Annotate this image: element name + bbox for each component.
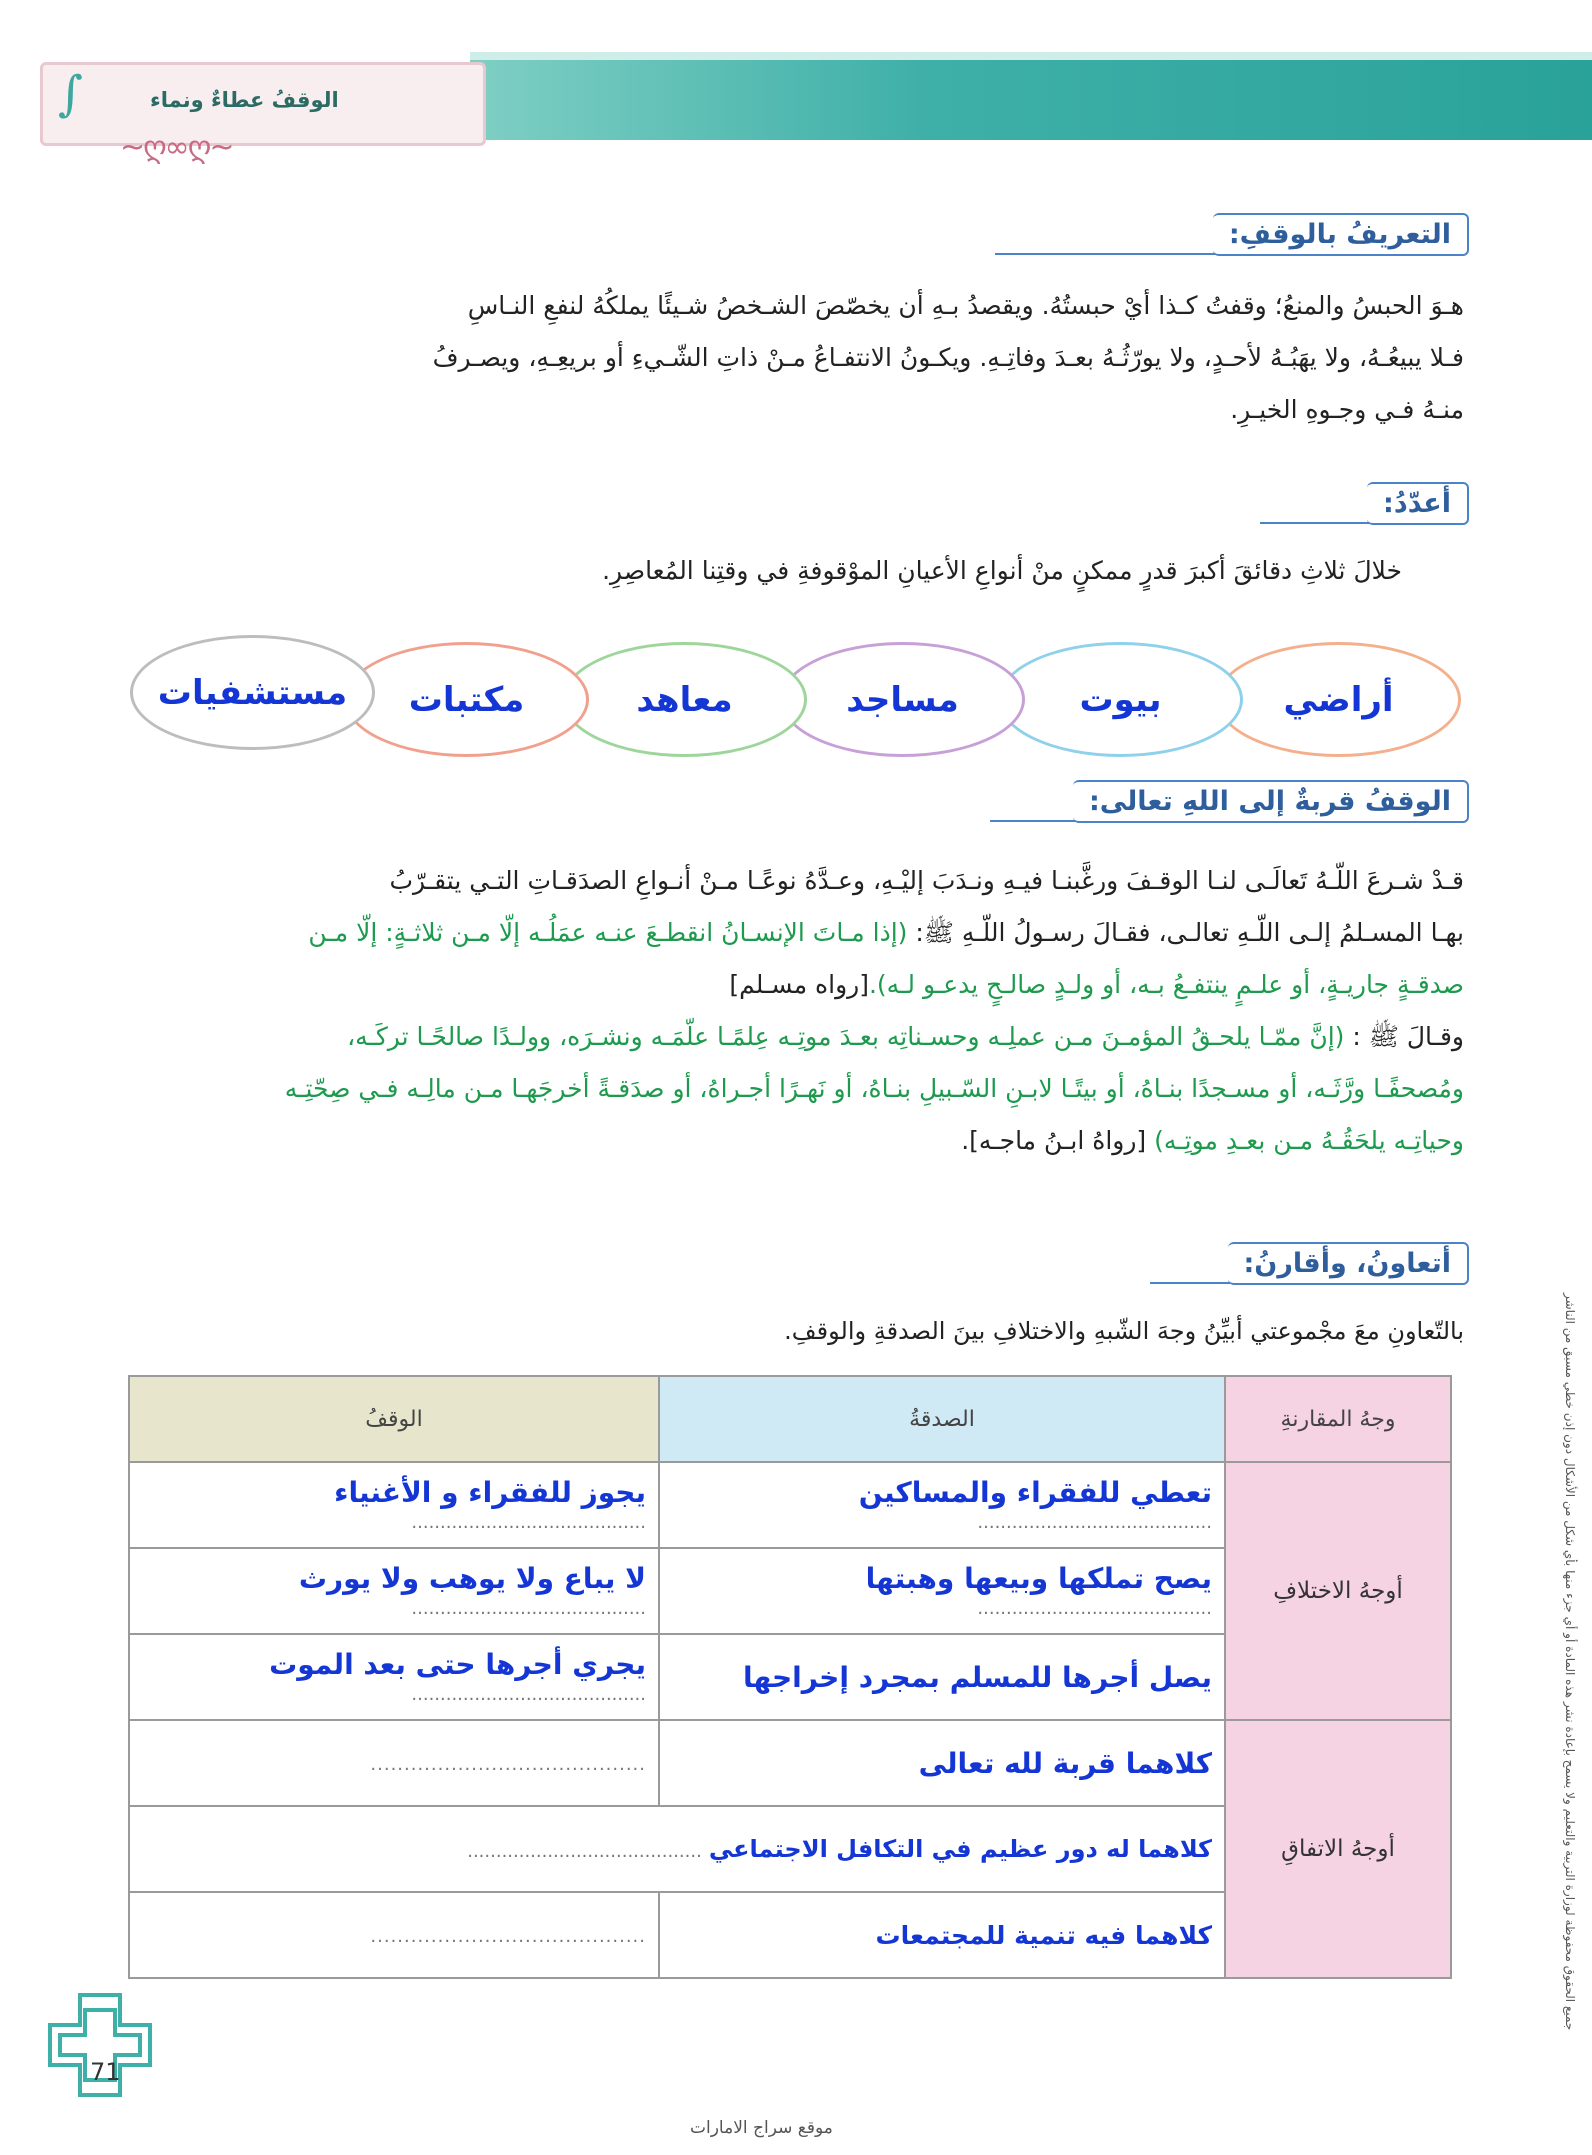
sadaqa-cell: [659, 1548, 1225, 1634]
answer-text: كلاهما له دور عظيم في التكافل الاجتماعي: [708, 1835, 1212, 1863]
qurba-line: [134, 1011, 1464, 1063]
oval-item: معاهد: [562, 642, 807, 757]
header-sadaqa: الصدقةُ: [659, 1376, 1225, 1462]
header-banner: [470, 60, 1592, 140]
waqf-cell: [129, 1548, 659, 1634]
qurba-text: [134, 855, 1464, 1167]
qurba-text-black: وقـالَ ﷺ :: [1344, 1022, 1464, 1051]
table-header-row: [129, 1376, 1451, 1462]
agreements-label: أوجهُ الاتفاقِ: [1225, 1720, 1451, 1978]
answer-text: يصل أجرها للمسلم بمجرد إخراجها: [742, 1660, 1212, 1694]
oval-item: بيوت: [998, 642, 1243, 757]
qurba-line: [134, 907, 1464, 959]
answer-text: يجري أجرها حتى بعد الموت: [269, 1648, 646, 1681]
dotted-line: .........................................: [467, 1841, 702, 1862]
hadith-text: (إنَّ ممّـا يلحـقُ المؤمـنَ مـن عملِـه وحسـناتِه بعـدَ موتِـه عِلمًـا علّمَـه ونشـرَه، وولـدًا صالحًـا تركَـه،: [347, 1022, 1345, 1051]
compare-heading: أتعاونُ، وأقارنُ:: [1228, 1242, 1470, 1285]
definition-line: هـوَ الحبسُ والمنعُ؛ وقفتُ كـذا أيْ حبستُهُ. ويقصدُ بـهِ أن يخصّصَ الشـخصُ شـيئًا يملكُهُ لنفعِ النـاسِ: [467, 291, 1464, 320]
hadith-text: وحياتِـه يلحَقُـهُ مـن بعـدِ موتِـه): [1154, 1126, 1464, 1155]
header-aspect: وجهُ المقارنةِ: [1225, 1376, 1451, 1462]
oval-item: أراضي: [1216, 642, 1461, 757]
header-waqf: الوقفُ: [129, 1376, 659, 1462]
page-number: 71: [90, 2058, 121, 2086]
dotted-line: .........................................: [977, 1598, 1212, 1619]
definition-text: [134, 280, 1464, 436]
dotted-line: .........................................: [977, 1512, 1212, 1533]
count-heading: أعدّدُ:: [1367, 482, 1469, 525]
header-strip: [470, 52, 1592, 60]
definition-heading: التعريفُ بالوقفِ:: [1213, 213, 1469, 256]
dotted-line: .........................................: [370, 1753, 646, 1775]
answer-text: كلاهما فيه تنمية للمجتمعات: [875, 1920, 1212, 1950]
footer-text: موقع سراج الامارات: [690, 2118, 833, 2138]
qurba-line: [134, 959, 1464, 1011]
sadaqa-cell: [659, 1462, 1225, 1548]
answer-text: يجوز للفقراء و الأغنياء: [334, 1476, 646, 1509]
copyright-note: جميع الحقوق محفوظة لوزارة التربية والتعليم ولا يسمح بإعادة نشر هذه المادة أو أي جزء منها بأي شكل من الأشكال دون إذن خطي مسبق من الناشر: [1563, 1292, 1577, 2030]
hadith-text: صدقـةٍ جاريـةٍ، أو علـمٍ ينتفـعُ بـه، أو ولـدٍ صالـحٍ يدعـو لـه).: [868, 970, 1464, 999]
hadith-reference: [رواه مسـلم]: [729, 970, 869, 999]
definition-line: فـلا يبيعُـهُ، ولا يهَبُـهُ لأحـدٍ، ولا يورّثُـهُ بعـدَ وفاتِـهِ. ويكـونُ الانتفـاعُ مـنْ ذاتِ الشّـيءِ أو بريعِـهِ، ويصـرفُ: [432, 343, 1464, 372]
answer-text: تعطي للفقراء والمساكين: [858, 1476, 1212, 1509]
comparison-table: [128, 1375, 1452, 1979]
qurba-text-black: بهـا المسـلمُ إلـى اللّـهِ تعالـى، فقـالَ رسـولُ اللّـهِ ﷺ:: [907, 918, 1464, 947]
dotted-line: .........................................: [411, 1512, 646, 1533]
dotted-line: .........................................: [411, 1598, 646, 1619]
answer-text: كلاهما قربة لله تعالى: [918, 1746, 1212, 1780]
definition-line: منـهُ فـي وجـوهِ الخيـرِ.: [1230, 395, 1464, 424]
dotted-line: .........................................: [411, 1684, 646, 1705]
waqf-cell: [129, 1634, 659, 1720]
count-instruction: خلالَ ثلاثِ دقائقَ أكبرَ قدرٍ ممكنٍ منْ أنواعِ الأعيانِ الموْقوفةِ في وقتِنا المُعاصِرِ.: [602, 556, 1402, 585]
calligraphy-logo-icon: ∫: [58, 66, 84, 122]
table-row: [129, 1720, 1451, 1806]
table-row: [129, 1462, 1451, 1548]
sadaqa-cell: [659, 1634, 1225, 1720]
answer-text: يصح تملكها وبيعها وهبتها: [865, 1562, 1212, 1595]
compare-instruction: بالتّعاونِ معَ مجْموعتي أبيِّنُ وجهَ الشّبهِ والاختلافِ بينَ الصدقةِ والوقفِ.: [784, 1317, 1464, 1345]
hadith-line: ومُصحفًـا ورَّثَـه، أو مسـجدًا بنـاهُ، أو بيتًـا لابـنِ السّـبيلِ بنـاهُ، أو نَهـرًا أجـراهُ، أو صدَقـةً أخرجَهـا مـن مالِـه فـي صِحّتِـه: [284, 1074, 1464, 1103]
oval-item: مستشفيات: [130, 635, 375, 750]
qurba-heading: الوقفُ قربةٌ إلى اللهِ تعالى:: [1073, 780, 1469, 823]
ornament-icon: ~ღ∞ღ~: [120, 130, 233, 165]
agreement-cell: [129, 1806, 1225, 1892]
differences-label: أوجهُ الاختلافِ: [1225, 1462, 1451, 1720]
unit-title: الوقفُ عطاءٌ ونماء: [150, 88, 339, 112]
waqf-cell: [129, 1892, 659, 1978]
oval-item: مساجد: [780, 642, 1025, 757]
answer-text: لا يباع ولا يوهب ولا يورث: [298, 1562, 646, 1595]
dotted-line: .........................................: [370, 1925, 646, 1947]
hadith-text: (إذا مـاتَ الإنسـانُ انقطـعَ عنـه عمَلُـه إلّا مـن ثلاثـةٍ: إلّا مـن: [308, 918, 908, 947]
sadaqa-cell: [659, 1892, 1225, 1978]
qurba-line: قـدْ شـرعَ اللّـهُ تَعالَـى لنـا الوقـفَ ورغَّبنـا فيـهِ ونـدَبَ إليْـهِ، وعـدَّهُ نوعًـا مـنْ أنـواعِ الصدَقـاتِ التـي يتقـرّبُ: [389, 866, 1464, 895]
sadaqa-cell: [659, 1720, 1225, 1806]
waqf-cell: [129, 1462, 659, 1548]
hadith-reference: [رواهُ ابـنُ ماجـه].: [961, 1126, 1155, 1155]
oval-item: مكتبات: [344, 642, 589, 757]
waqf-cell: [129, 1720, 659, 1806]
qurba-line: [134, 1115, 1464, 1167]
